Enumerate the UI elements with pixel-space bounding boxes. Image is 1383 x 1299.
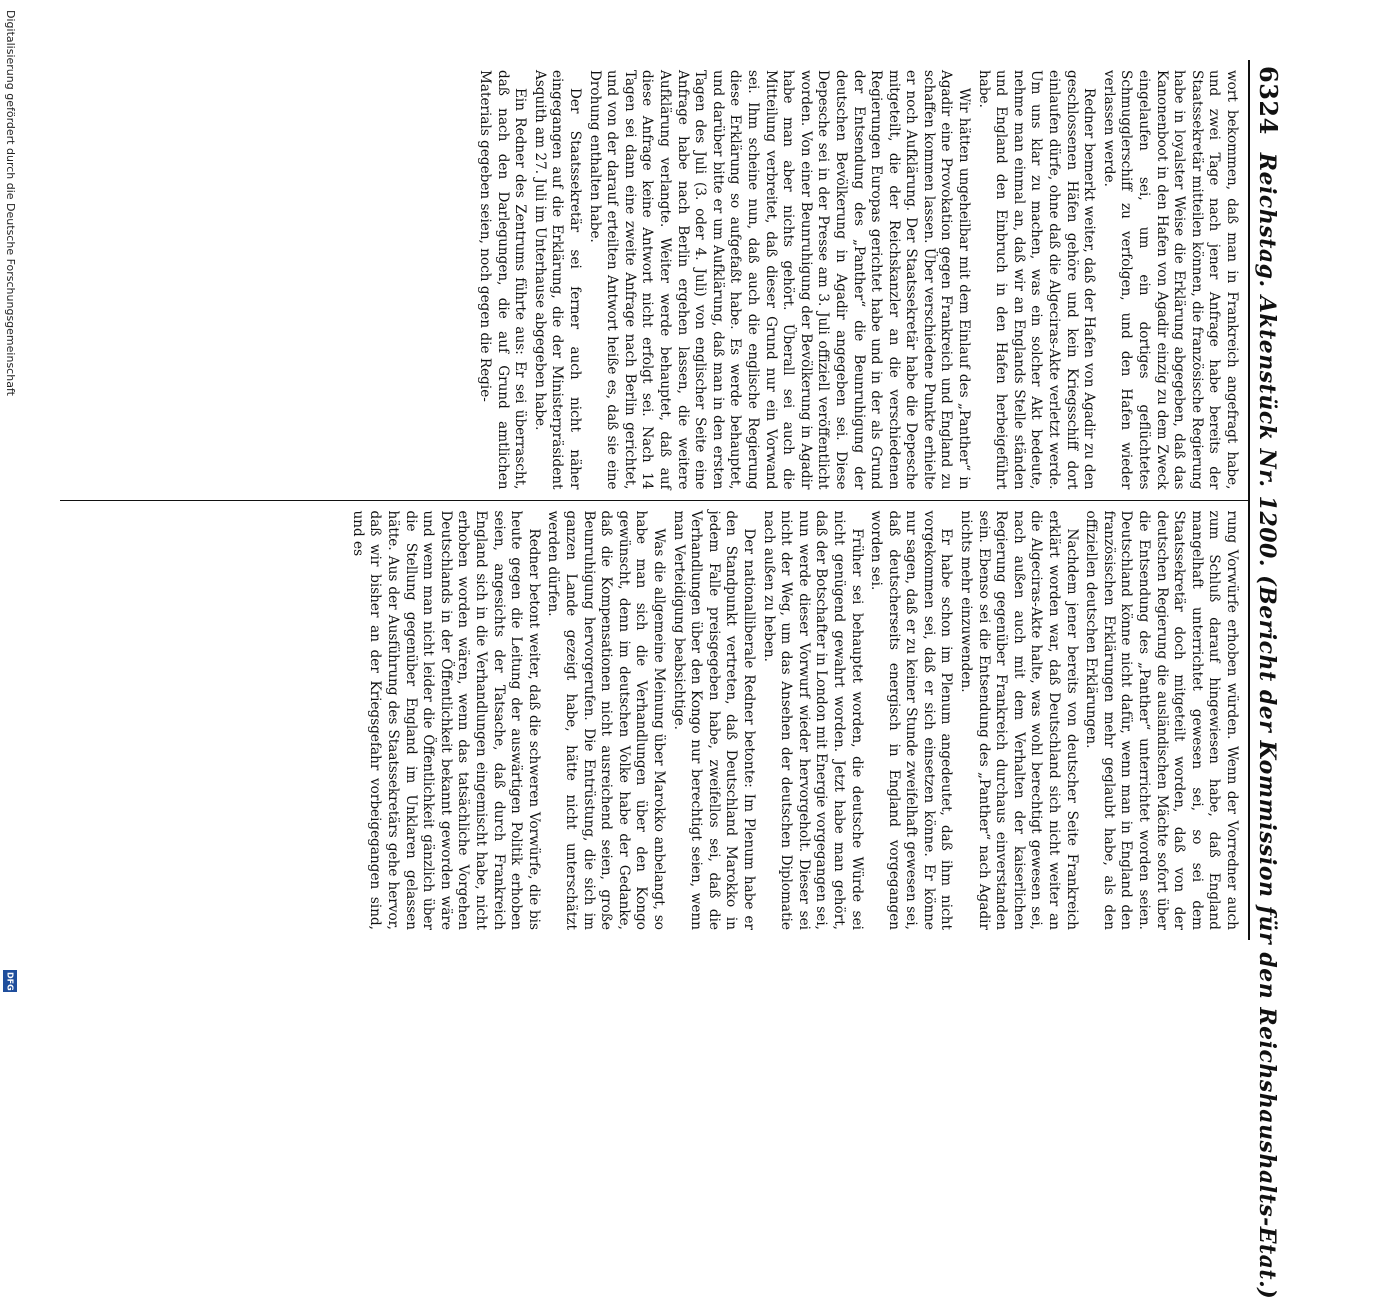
rotated-page-content [60,60,1290,1299]
paragraph: rung Vorwürfe erhoben würden. Wenn der Vorredner auch zum Schluß darauf hingewiesen habe, daß England mangelhaft unterrichtet gewesen sei, so sei dem Staatssekretär doch mitgeteilt worden, daß von der deutschen Regierung die ausländischen Mächte sofort über die Entsendung des „Panther“ unterrichtet worden seien. Deutschland könne nicht dafür, wenn man in England den französischen Erklärungen mehr geglaubt habe, als den offiziellen deutschen Erklärungen. [1083,510,1240,930]
text-column-left [60,60,1248,500]
text-columns [60,60,1248,940]
credit-strip [2,0,18,1000]
paragraph: Der nationalliberale Redner betonte: Im Plenum habe er den Standpunkt vertreten, daß Deutschland Marokko in jedem Falle preisgegeben habe, zweifellos sei, daß die Verhandlungen über den Kongo nur berechtigt seien, wenn man Verteidigung beabsichtige. [670,510,757,930]
text-column-right [60,500,1248,941]
paragraph: Der Staatssekretär sei ferner auch nicht näher eingegangen auf die Erklärung, die der Ministerpräsident Asquith am 27. Juli im Unterhause abgegeben habe. [531,70,584,490]
paragraph: Er habe schon im Plenum angedeutet, daß ihm nicht vorgekommen sei, daß er sich einsetzen könne. Er könne nur sagen, daß er zu keiner Stunde zweifelhaft gewesen sei, daß deutscherseits energisch in England vorgegangen worden sei. [868,510,955,930]
paragraph: Früher sei behauptet worden, die deutsche Würde sei nicht genügend gewahrt worden. Jetzt habe man gehört, daß der Botschafter in London mit Energie vorgegangen sei, nun werde dieser Vorwurf wieder hervorgeholt. Dieser sei nicht der Weg, um das Ansehen der deutschen Diplomatie nach außen zu heben. [760,510,865,930]
page-number: 6324 [1254,66,1283,135]
paragraph: wort bekommen, daß man in Frankreich angefragt habe, und zwei Tage nach jener Anfrage habe bereits der Staatssekretär mitteilen können, die französische Regierung habe in loyalster Weise die Erklärung abgegeben, daß das Kanonenboot in den Hafen von Agadir einzig zu dem Zweck eingelaufen sei, um ein dortiges geflüchtetes Schmugglerschiff zu verfolgen, und den Hafen wieder verlassen werde. [1100,70,1240,490]
digitization-credit: Digitalisierung gefördert durch die Deutsche Forschungsgemeinschaft [4,10,17,396]
page-title: Reichstag. Aktenstück Nr. 1200. (Bericht der Kommission für den Reichshaushalts-Etat.) [1254,152,1280,1299]
paragraph: Was die allgemeine Meinung über Marokko anbelangt, so habe man sich die Verhandlungen über den Kongo gewünscht, denn im deutschen Volke habe der Gedanke, daß die Kompensationen nicht ausreichend seien, große Beunruhigung hervorgerufen. Die Entrüstung, die sich im ganzen Lande gezeigt habe, hätte nicht unterschätzt werden dürfen. [545,510,667,930]
paragraph: Redner betont weiter, daß die schweren Vorwürfe, die bis heute gegen die Leitung der auswärtigen Politik erhoben seien, angesichts der Tatsache, daß durch Frankreich England sich in die Verhandlungen eingemischt habe, nicht erhoben worden wären, wenn das tatsächliche Vorgehen Deutschlands in der Öffentlichkeit bekannt geworden wäre und wenn man nicht leider die Öffentlichkeit gänzlich über die Stellung gegenüber England im Unklaren gelassen hätte. Aus der Ausführung des Staatssekretärs gehe hervor, daß wir bisher an der Kriegsgefahr vorbeigegangen sind, und es [349,510,542,930]
page-header [1248,60,1290,1299]
paragraph: Nachdem jener bereits von deutscher Seite Frankreich erklärt worden war, daß Deutschland sich nicht weiter an die Algeciras-Akte halte, was wohl berechtigt gewesen sei, nach außen auch mit dem Verhalten der kaiserlichen Regierung gegenüber Frankreich durchaus einverstanden sein. Ebenso sei die Entsendung des „Panther“ nach Agadir nichts mehr einzuwenden. [958,510,1080,930]
paragraph: Redner bemerkt weiter, daß der Hafen von Agadir zu den geschlossenen Häfen gehöre und kein Kriegsschiff dort einlaufen dürfe, ohne daß die Algeciras-Akte verletzt werde. Um uns klar zu machen, was ein solcher Akt bedeute, nehme man einmal an, daß wir an Englands Stelle ständen und England den Einbruch in den Hafen herbeigeführt habe. [975,70,1098,490]
dfg-logo-icon: DFG [3,970,17,992]
paragraph: Ein Redner des Zentrums führte aus: Er sei überrascht, daß nach den Darlegungen, die auf Grund amtlichen Materials gegeben seien, noch gegen die Regie- [477,70,529,490]
paragraph: Wir hätten ungeheilbar mit dem Einlauf des „Panther“ in Agadir eine Provokation gegen Frankreich und England zu schaffen kommen lassen. Über verschiedene Punkte erhielte er noch Aufklärung. Der Staatssekretär habe die Depesche mitgeteilt, die der Reichskanzler an die verschiedenen Regierungen Europas gerichtet habe und in der als Grund der Entsendung des „Panther“ die Beunruhigung der deutschen Bevölkerung in Agadir angegeben sei. Diese Depesche sei in der Presse am 3. Juli offiziell veröffentlicht worden. Von einer Beunruhigung der Bevölkerung in Agadir habe man aber nichts gehört. Überall sei auch die Mitteilung verbreitet, daß dieser Grund nur ein Vorwand sei. Ihm scheine nun, daß auch die englische Regierung diese Erklärung so aufgefaßt habe. Es werde behauptet, und darüber bitte er um Aufklärung, daß man in den ersten Tagen des Juli (3. oder 4. Juli) von englischer Seite eine Anfrage habe nach Berlin ergehen lassen, die weitere Aufklärung verlangte. Weiter werde behauptet, daß auf diese Anfrage keine Antwort nicht erfolgt sei. Nach 14 Tagen sei dann eine zweite Anfrage nach Berlin gerichtet, und von der darauf erteilten Antwort heiße es, daß sie eine Drohung enthalten habe. [586,70,973,490]
